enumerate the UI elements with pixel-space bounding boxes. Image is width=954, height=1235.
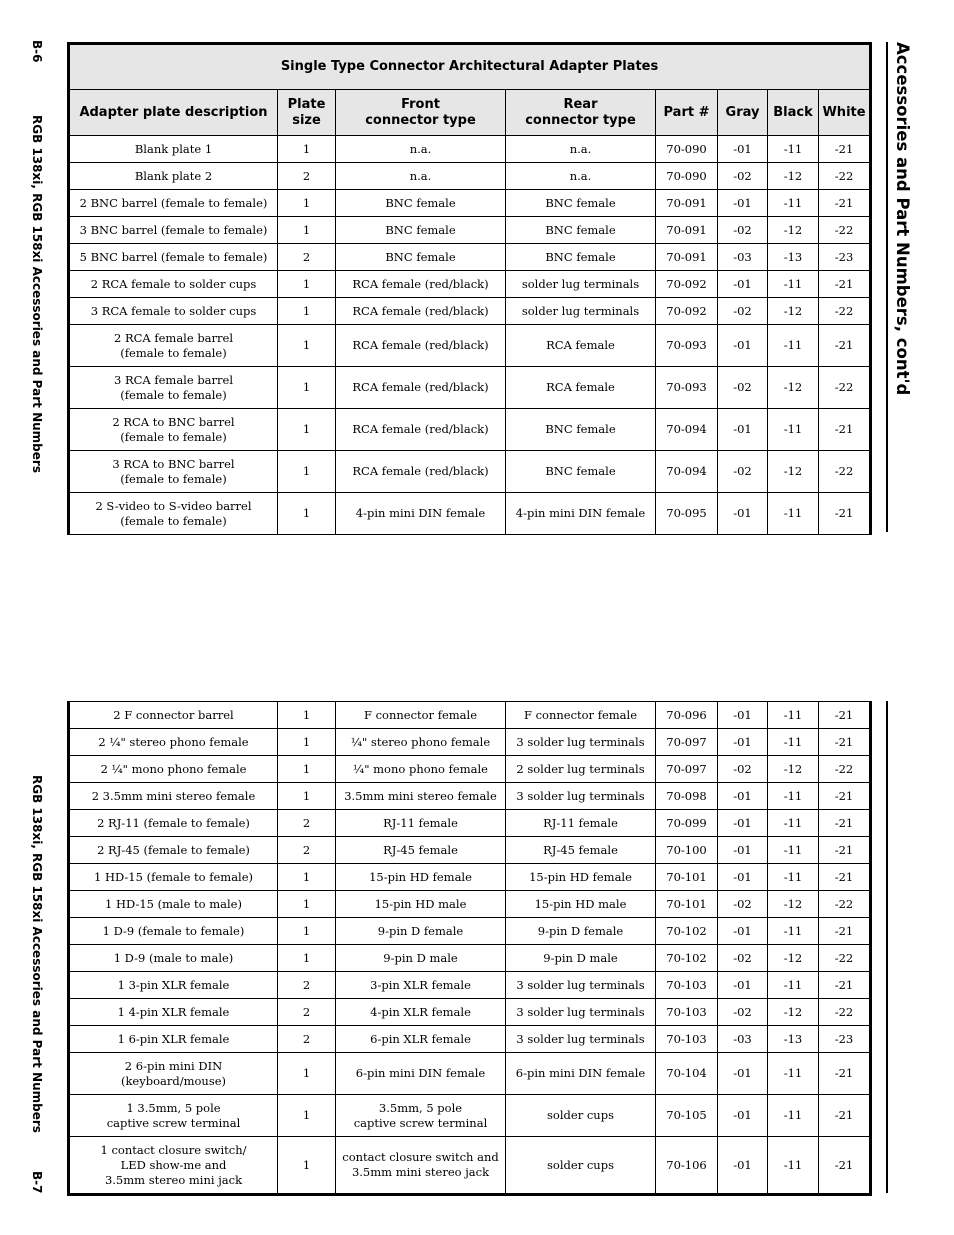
running-header-text-bottom: RGB 138xi, RGB 158xi Accessories and Part Numbers — [30, 775, 44, 1133]
col-description-cell: 3 RCA female barrel (female to female) — [69, 367, 278, 409]
col-part-number-cell: 70-104 — [656, 1053, 718, 1095]
table-row — [69, 756, 871, 783]
col-rear-connector-cell: 15-pin HD female — [506, 864, 656, 891]
col-rear-connector-cell: BNC female — [506, 451, 656, 493]
col-description-cell: 2 3.5mm mini stereo female — [69, 783, 278, 810]
col-front-connector-header: Front connector type — [336, 90, 506, 136]
col-front-connector-cell: BNC female — [336, 190, 506, 217]
table-row — [69, 325, 871, 367]
table-row — [69, 972, 871, 999]
col-front-connector-cell: 15-pin HD female — [336, 864, 506, 891]
col-plate-size-cell: 1 — [278, 325, 336, 367]
col-rear-connector-cell: BNC female — [506, 190, 656, 217]
col-gray-cell: -02 — [718, 367, 768, 409]
col-front-connector-cell: F connector female — [336, 702, 506, 729]
col-description-cell: 2 ¼" stereo phono female — [69, 729, 278, 756]
col-white-cell: -22 — [819, 367, 871, 409]
col-rear-connector-cell: solder cups — [506, 1095, 656, 1137]
col-plate-size-cell: 1 — [278, 756, 336, 783]
col-part-number-cell: 70-102 — [656, 945, 718, 972]
table-body-bottom — [69, 702, 871, 1195]
table-row — [69, 163, 871, 190]
col-description-cell: 2 RJ-11 (female to female) — [69, 810, 278, 837]
col-plate-size-cell: 2 — [278, 972, 336, 999]
col-gray-cell: -01 — [718, 136, 768, 163]
right-rule-bottom — [886, 701, 888, 1193]
table-row — [69, 702, 871, 729]
left-running-header-bottom — [24, 775, 44, 1195]
table-row — [69, 493, 871, 535]
col-part-number-cell: 70-103 — [656, 1026, 718, 1053]
col-front-connector-cell: BNC female — [336, 217, 506, 244]
col-description-cell: 1 D-9 (male to male) — [69, 945, 278, 972]
col-rear-connector-cell: RJ-11 female — [506, 810, 656, 837]
col-front-connector-cell: ¼" mono phono female — [336, 756, 506, 783]
col-rear-connector-cell: BNC female — [506, 244, 656, 271]
col-plate-size-cell: 1 — [278, 451, 336, 493]
col-black-cell: -12 — [768, 298, 819, 325]
table-row — [69, 891, 871, 918]
col-black-cell: -12 — [768, 217, 819, 244]
col-description-cell: 2 6-pin mini DIN (keyboard/mouse) — [69, 1053, 278, 1095]
col-front-connector-cell: n.a. — [336, 136, 506, 163]
col-description-cell: 3 RCA female to solder cups — [69, 298, 278, 325]
col-part-number-cell: 70-090 — [656, 163, 718, 190]
col-rear-connector-cell: 9-pin D male — [506, 945, 656, 972]
col-rear-connector-cell: 15-pin HD male — [506, 891, 656, 918]
col-part-number-cell: 70-093 — [656, 367, 718, 409]
col-gray-cell: -01 — [718, 837, 768, 864]
col-description-cell: 1 contact closure switch/ LED show-me and 3.5mm stereo mini jack — [69, 1137, 278, 1195]
col-black-cell: -11 — [768, 702, 819, 729]
col-front-connector-cell: 3-pin XLR female — [336, 972, 506, 999]
col-plate-size-cell: 1 — [278, 409, 336, 451]
col-white-cell: -23 — [819, 1026, 871, 1053]
col-gray-cell: -01 — [718, 729, 768, 756]
col-part-number-cell: 70-094 — [656, 451, 718, 493]
col-white-cell: -21 — [819, 1053, 871, 1095]
col-plate-size-cell: 1 — [278, 864, 336, 891]
col-gray-cell: -02 — [718, 999, 768, 1026]
col-front-connector-cell: RCA female (red/black) — [336, 271, 506, 298]
col-part-number-cell: 70-097 — [656, 729, 718, 756]
col-description-cell: 1 6-pin XLR female — [69, 1026, 278, 1053]
adapter-plates-table-bottom — [67, 701, 872, 1196]
col-front-connector-cell: RJ-45 female — [336, 837, 506, 864]
col-part-number-cell: 70-097 — [656, 756, 718, 783]
col-rear-connector-cell: n.a. — [506, 163, 656, 190]
col-gray-cell: -01 — [718, 409, 768, 451]
col-rear-connector-cell: RJ-45 female — [506, 837, 656, 864]
col-black-cell: -11 — [768, 1095, 819, 1137]
col-black-cell: -13 — [768, 1026, 819, 1053]
col-part-number-cell: 70-100 — [656, 837, 718, 864]
col-gray-cell: -01 — [718, 190, 768, 217]
col-plate-size-cell: 1 — [278, 271, 336, 298]
table-body-top — [69, 136, 871, 535]
col-gray-cell: -02 — [718, 163, 768, 190]
col-rear-connector-cell: solder cups — [506, 1137, 656, 1195]
col-white-cell: -21 — [819, 1137, 871, 1195]
col-rear-connector-cell: 6-pin mini DIN female — [506, 1053, 656, 1095]
col-rear-connector-cell: RCA female — [506, 325, 656, 367]
col-rear-connector-cell: 4-pin mini DIN female — [506, 493, 656, 535]
col-part-number-cell: 70-092 — [656, 298, 718, 325]
table-row — [69, 1137, 871, 1195]
col-part-number-header: Part # — [656, 90, 718, 136]
table-row — [69, 999, 871, 1026]
col-description-cell: 2 RJ-45 (female to female) — [69, 837, 278, 864]
col-plate-size-cell: 1 — [278, 1095, 336, 1137]
table-row — [69, 1095, 871, 1137]
col-description-cell: 5 BNC barrel (female to female) — [69, 244, 278, 271]
col-white-cell: -22 — [819, 451, 871, 493]
col-plate-size-cell: 1 — [278, 783, 336, 810]
col-part-number-cell: 70-090 — [656, 136, 718, 163]
col-black-cell: -11 — [768, 864, 819, 891]
col-front-connector-cell: 4-pin XLR female — [336, 999, 506, 1026]
col-plate-size-cell: 1 — [278, 1137, 336, 1195]
col-description-cell: 3 BNC barrel (female to female) — [69, 217, 278, 244]
col-plate-size-cell: 1 — [278, 298, 336, 325]
col-description-cell: 1 3.5mm, 5 pole captive screw terminal — [69, 1095, 278, 1137]
col-description-cell: 1 D-9 (female to female) — [69, 918, 278, 945]
col-gray-cell: -01 — [718, 918, 768, 945]
col-black-cell: -11 — [768, 837, 819, 864]
col-gray-cell: -01 — [718, 702, 768, 729]
col-description-cell: 3 RCA to BNC barrel (female to female) — [69, 451, 278, 493]
table-row — [69, 136, 871, 163]
col-description-cell: 1 HD-15 (male to male) — [69, 891, 278, 918]
col-white-cell: -21 — [819, 729, 871, 756]
col-part-number-cell: 70-092 — [656, 271, 718, 298]
col-gray-cell: -01 — [718, 1095, 768, 1137]
col-plate-size-cell: 2 — [278, 1026, 336, 1053]
col-black-cell: -11 — [768, 972, 819, 999]
col-plate-size-cell: 2 — [278, 837, 336, 864]
col-plate-size-cell: 1 — [278, 367, 336, 409]
col-white-cell: -21 — [819, 136, 871, 163]
col-gray-cell: -01 — [718, 783, 768, 810]
col-front-connector-cell: 9-pin D female — [336, 918, 506, 945]
col-gray-cell: -01 — [718, 972, 768, 999]
col-front-connector-cell: 15-pin HD male — [336, 891, 506, 918]
col-black-cell: -12 — [768, 367, 819, 409]
col-front-connector-cell: 9-pin D male — [336, 945, 506, 972]
table-row — [69, 1026, 871, 1053]
col-part-number-cell: 70-102 — [656, 918, 718, 945]
col-description-cell: 2 RCA female to solder cups — [69, 271, 278, 298]
col-rear-connector-cell: 3 solder lug terminals — [506, 999, 656, 1026]
col-part-number-cell: 70-095 — [656, 493, 718, 535]
col-white-cell: -22 — [819, 163, 871, 190]
col-front-connector-cell: ¼" stereo phono female — [336, 729, 506, 756]
col-rear-connector-cell: F connector female — [506, 702, 656, 729]
col-front-connector-cell: contact closure switch and 3.5mm mini stereo jack — [336, 1137, 506, 1195]
col-description-cell: Blank plate 1 — [69, 136, 278, 163]
col-plate-size-cell: 1 — [278, 729, 336, 756]
col-part-number-cell: 70-098 — [656, 783, 718, 810]
col-part-number-cell: 70-093 — [656, 325, 718, 367]
col-description-cell: 2 BNC barrel (female to female) — [69, 190, 278, 217]
col-rear-connector-cell: solder lug terminals — [506, 298, 656, 325]
col-gray-cell: -02 — [718, 945, 768, 972]
col-plate-size-cell: 1 — [278, 190, 336, 217]
col-rear-connector-cell: n.a. — [506, 136, 656, 163]
col-part-number-cell: 70-106 — [656, 1137, 718, 1195]
table-row — [69, 837, 871, 864]
col-black-cell: -12 — [768, 891, 819, 918]
col-front-connector-cell: 3.5mm, 5 pole captive screw terminal — [336, 1095, 506, 1137]
col-part-number-cell: 70-103 — [656, 999, 718, 1026]
col-front-connector-cell: RCA female (red/black) — [336, 451, 506, 493]
col-gray-cell: -02 — [718, 451, 768, 493]
col-gray-cell: -01 — [718, 810, 768, 837]
col-plate-size-cell: 1 — [278, 136, 336, 163]
col-rear-connector-cell: 3 solder lug terminals — [506, 729, 656, 756]
col-rear-connector-cell: BNC female — [506, 217, 656, 244]
section-title-vertical: Accessories and Part Numbers, cont'd — [893, 42, 912, 396]
col-black-cell: -11 — [768, 493, 819, 535]
col-description-header: Adapter plate description — [69, 90, 278, 136]
adapter-plates-table-top — [67, 42, 872, 535]
col-white-cell: -21 — [819, 918, 871, 945]
right-rule-top — [886, 42, 888, 532]
col-plate-size-cell: 2 — [278, 999, 336, 1026]
table-row — [69, 190, 871, 217]
col-front-connector-cell: n.a. — [336, 163, 506, 190]
col-white-cell: -22 — [819, 298, 871, 325]
table-row — [69, 783, 871, 810]
table-row — [69, 945, 871, 972]
col-description-cell: 2 ¼" mono phono female — [69, 756, 278, 783]
col-black-cell: -11 — [768, 918, 819, 945]
col-part-number-cell: 70-094 — [656, 409, 718, 451]
table-row — [69, 729, 871, 756]
col-gray-header: Gray — [718, 90, 768, 136]
col-plate-size-cell: 1 — [278, 918, 336, 945]
col-white-cell: -21 — [819, 190, 871, 217]
col-black-cell: -11 — [768, 810, 819, 837]
col-black-cell: -11 — [768, 783, 819, 810]
col-rear-connector-cell: BNC female — [506, 409, 656, 451]
table-row — [69, 217, 871, 244]
col-part-number-cell: 70-091 — [656, 217, 718, 244]
col-part-number-cell: 70-101 — [656, 891, 718, 918]
col-rear-connector-cell: 3 solder lug terminals — [506, 972, 656, 999]
col-white-cell: -21 — [819, 810, 871, 837]
col-white-cell: -21 — [819, 837, 871, 864]
table-title: Single Type Connector Architectural Adapter Plates — [69, 44, 871, 90]
col-part-number-cell: 70-105 — [656, 1095, 718, 1137]
col-black-cell: -12 — [768, 451, 819, 493]
col-white-cell: -22 — [819, 756, 871, 783]
col-gray-cell: -02 — [718, 217, 768, 244]
col-black-cell: -12 — [768, 945, 819, 972]
col-black-cell: -11 — [768, 190, 819, 217]
col-part-number-cell: 70-096 — [656, 702, 718, 729]
col-description-cell: 2 RCA to BNC barrel (female to female) — [69, 409, 278, 451]
col-description-cell: 1 3-pin XLR female — [69, 972, 278, 999]
col-front-connector-cell: RCA female (red/black) — [336, 298, 506, 325]
col-black-cell: -12 — [768, 999, 819, 1026]
col-gray-cell: -01 — [718, 1137, 768, 1195]
col-description-cell: 1 HD-15 (female to female) — [69, 864, 278, 891]
col-white-cell: -21 — [819, 1095, 871, 1137]
col-white-cell: -21 — [819, 783, 871, 810]
col-description-cell: 1 4-pin XLR female — [69, 999, 278, 1026]
col-front-connector-cell: 4-pin mini DIN female — [336, 493, 506, 535]
col-front-connector-cell: RCA female (red/black) — [336, 325, 506, 367]
col-white-cell: -22 — [819, 217, 871, 244]
col-black-cell: -11 — [768, 325, 819, 367]
col-plate-size-header: Plate size — [278, 90, 336, 136]
col-front-connector-cell: RCA female (red/black) — [336, 367, 506, 409]
col-white-cell: -21 — [819, 702, 871, 729]
col-rear-connector-cell: RCA female — [506, 367, 656, 409]
col-description-cell: 2 F connector barrel — [69, 702, 278, 729]
col-black-cell: -11 — [768, 136, 819, 163]
col-plate-size-cell: 1 — [278, 891, 336, 918]
col-rear-connector-cell: 9-pin D female — [506, 918, 656, 945]
col-front-connector-cell: 6-pin XLR female — [336, 1026, 506, 1053]
col-description-cell: 2 S-video to S-video barrel (female to female) — [69, 493, 278, 535]
col-black-cell: -11 — [768, 1053, 819, 1095]
col-part-number-cell: 70-091 — [656, 244, 718, 271]
col-white-cell: -21 — [819, 409, 871, 451]
col-description-cell: Blank plate 2 — [69, 163, 278, 190]
col-rear-connector-cell: 3 solder lug terminals — [506, 1026, 656, 1053]
left-running-header-top — [24, 40, 44, 480]
table-row — [69, 244, 871, 271]
col-white-cell: -21 — [819, 493, 871, 535]
col-white-cell: -21 — [819, 271, 871, 298]
col-white-cell: -21 — [819, 972, 871, 999]
col-plate-size-cell: 2 — [278, 244, 336, 271]
col-black-cell: -13 — [768, 244, 819, 271]
col-plate-size-cell: 2 — [278, 810, 336, 837]
col-white-cell: -22 — [819, 891, 871, 918]
col-black-cell: -11 — [768, 271, 819, 298]
col-part-number-cell: 70-103 — [656, 972, 718, 999]
col-rear-connector-cell: 2 solder lug terminals — [506, 756, 656, 783]
col-front-connector-cell: BNC female — [336, 244, 506, 271]
page-number-right: B-7 — [30, 1171, 44, 1194]
col-front-connector-cell: 6-pin mini DIN female — [336, 1053, 506, 1095]
col-white-cell: -22 — [819, 999, 871, 1026]
col-part-number-cell: 70-101 — [656, 864, 718, 891]
col-front-connector-cell: 3.5mm mini stereo female — [336, 783, 506, 810]
col-description-cell: 2 RCA female barrel (female to female) — [69, 325, 278, 367]
col-part-number-cell: 70-091 — [656, 190, 718, 217]
col-black-cell: -11 — [768, 409, 819, 451]
col-white-cell: -22 — [819, 945, 871, 972]
col-front-connector-cell: RCA female (red/black) — [336, 409, 506, 451]
table-row — [69, 298, 871, 325]
table-row — [69, 1053, 871, 1095]
table-row — [69, 918, 871, 945]
col-gray-cell: -03 — [718, 1026, 768, 1053]
table-row — [69, 271, 871, 298]
col-plate-size-cell: 1 — [278, 493, 336, 535]
col-plate-size-cell: 2 — [278, 163, 336, 190]
col-front-connector-cell: RJ-11 female — [336, 810, 506, 837]
col-plate-size-cell: 1 — [278, 217, 336, 244]
col-plate-size-cell: 1 — [278, 702, 336, 729]
page-number-left: B-6 — [30, 40, 44, 63]
col-rear-connector-cell: 3 solder lug terminals — [506, 783, 656, 810]
col-white-cell: -23 — [819, 244, 871, 271]
col-gray-cell: -01 — [718, 271, 768, 298]
col-white-cell: -21 — [819, 864, 871, 891]
col-plate-size-cell: 1 — [278, 945, 336, 972]
col-gray-cell: -02 — [718, 891, 768, 918]
col-black-cell: -12 — [768, 163, 819, 190]
table-header-row — [69, 90, 871, 136]
col-plate-size-cell: 1 — [278, 1053, 336, 1095]
col-gray-cell: -01 — [718, 864, 768, 891]
col-white-header: White — [819, 90, 871, 136]
col-part-number-cell: 70-099 — [656, 810, 718, 837]
col-gray-cell: -01 — [718, 325, 768, 367]
table-row — [69, 409, 871, 451]
table-row — [69, 864, 871, 891]
col-black-cell: -12 — [768, 756, 819, 783]
col-gray-cell: -03 — [718, 244, 768, 271]
table-row — [69, 810, 871, 837]
table-row — [69, 451, 871, 493]
col-black-header: Black — [768, 90, 819, 136]
col-gray-cell: -01 — [718, 1053, 768, 1095]
running-header-text-top: RGB 138xi, RGB 158xi Accessories and Part Numbers — [30, 115, 44, 473]
col-gray-cell: -01 — [718, 493, 768, 535]
table-row — [69, 367, 871, 409]
col-rear-connector-cell: solder lug terminals — [506, 271, 656, 298]
col-rear-connector-header: Rear connector type — [506, 90, 656, 136]
col-gray-cell: -02 — [718, 756, 768, 783]
col-white-cell: -21 — [819, 325, 871, 367]
col-gray-cell: -02 — [718, 298, 768, 325]
col-black-cell: -11 — [768, 729, 819, 756]
col-black-cell: -11 — [768, 1137, 819, 1195]
